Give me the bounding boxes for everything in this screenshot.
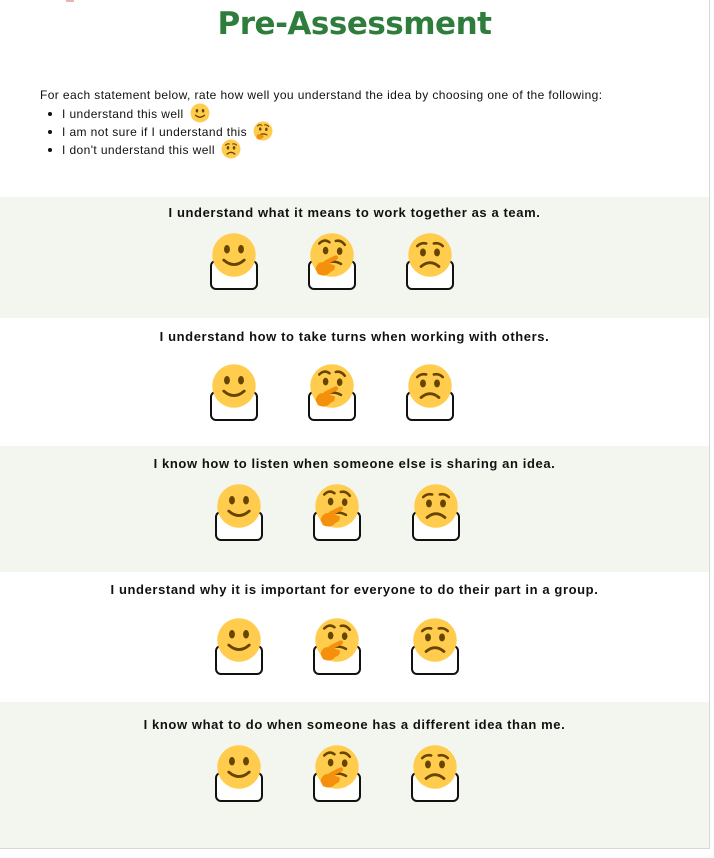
- legend-item-dont-understand: [48, 141, 602, 159]
- understand-choice[interactable]: [213, 617, 269, 679]
- bullet: [48, 130, 52, 134]
- instructions: [40, 88, 602, 159]
- legend-label: I don't understand this well: [62, 143, 215, 157]
- legend-label: I am not sure if I understand this: [62, 125, 248, 139]
- dont-understand-choice[interactable]: [404, 232, 460, 294]
- legend-label: I understand this well: [62, 107, 184, 121]
- bullet: [48, 112, 52, 116]
- statement-row: [0, 318, 709, 446]
- corner-mark: [66, 0, 74, 2]
- unsure-choice[interactable]: [306, 363, 362, 425]
- dont-understand-choice[interactable]: [409, 617, 465, 679]
- rating-legend: [48, 105, 602, 159]
- legend-item-unsure: [48, 123, 602, 141]
- legend-item-understand: [48, 105, 602, 123]
- dont-understand-choice[interactable]: [404, 363, 460, 425]
- statement-row: [0, 446, 709, 572]
- thinking-face-icon: [247, 121, 273, 144]
- worried-face-icon: [215, 139, 241, 162]
- statement-row: [0, 197, 709, 318]
- smiling-face-icon: [184, 103, 210, 126]
- page-title: Pre-Assessment: [217, 6, 492, 42]
- statement-text: I know how to listen when someone else is sharing an idea.: [153, 456, 556, 471]
- statement-text: I understand how to take turns when working with others.: [159, 329, 550, 344]
- statement-row: [0, 572, 709, 702]
- unsure-choice[interactable]: [311, 483, 367, 545]
- bullet: [48, 148, 52, 152]
- understand-choice[interactable]: [208, 363, 264, 425]
- statement-text: I understand what it means to work together as a team.: [168, 205, 541, 220]
- statement-text: I understand why it is important for everyone to do their part in a group.: [110, 582, 599, 597]
- understand-choice[interactable]: [213, 483, 269, 545]
- unsure-choice[interactable]: [311, 744, 367, 806]
- understand-choice[interactable]: [208, 232, 264, 294]
- unsure-choice[interactable]: [306, 232, 362, 294]
- dont-understand-choice[interactable]: [410, 483, 466, 545]
- statement-text: I know what to do when someone has a different idea than me.: [143, 717, 566, 732]
- dont-understand-choice[interactable]: [409, 744, 465, 806]
- unsure-choice[interactable]: [311, 617, 367, 679]
- understand-choice[interactable]: [213, 744, 269, 806]
- intro-text: For each statement below, rate how well you understand the idea by choosing one of the following:: [40, 88, 603, 102]
- statement-row: [0, 702, 709, 848]
